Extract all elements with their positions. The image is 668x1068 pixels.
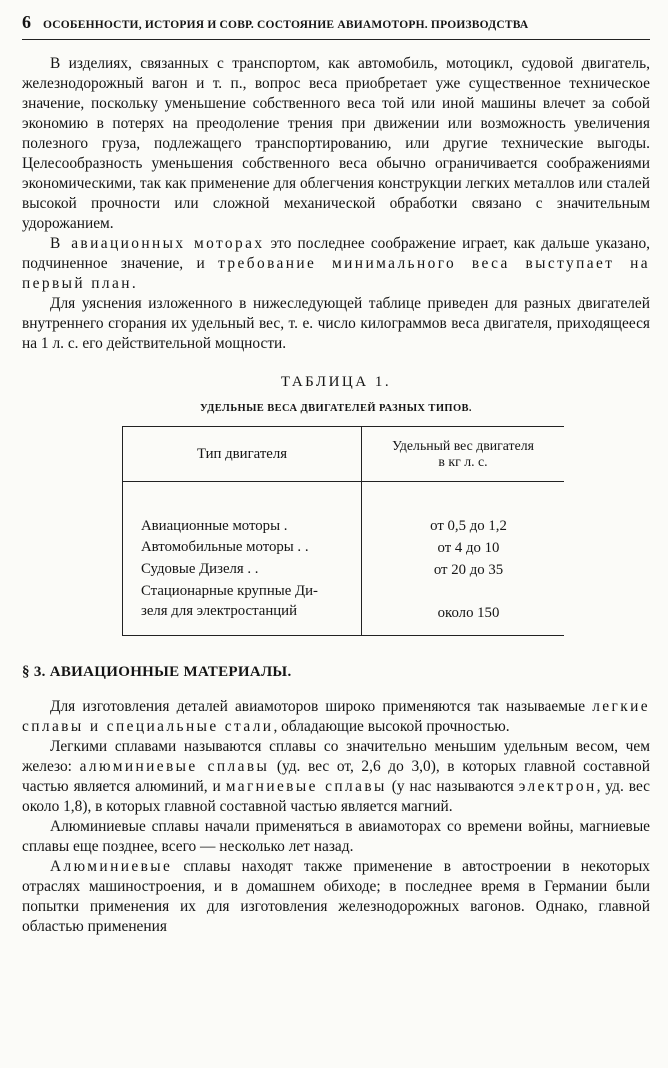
column-header-weight-line1: Удельный вес двигателя	[392, 438, 534, 453]
weight-value-cell: от 20 до 35	[433, 562, 504, 578]
running-header	[22, 12, 650, 40]
paragraph-7	[22, 857, 650, 937]
spaced-phrase-aluminium-alloys: алюминиевые сплавы	[79, 758, 270, 775]
table-row	[123, 581, 565, 636]
weight-value-cell: около 150	[362, 581, 565, 636]
paragraph-5-text-3: (у нас называются	[386, 778, 519, 795]
table-subtitle: УДЕЛЬНЫЕ ВЕСА ДВИГАТЕЛЕЙ РАЗНЫХ ТИПОВ.	[200, 403, 472, 414]
spaced-phrase-magnesium-alloys: магниевые сплавы	[225, 778, 387, 795]
paragraph-5-text-2: (уд. вес от, 2,6 до 3,0), в которых главной составной частью является алюминий, и	[22, 758, 650, 795]
paragraph-4	[22, 697, 650, 737]
paragraph-5-text: Легкими сплавами называются сплавы со значительно меньшим удельным весом, чем железо:	[22, 738, 650, 775]
table-row	[123, 537, 565, 559]
spaced-word-electron: электрон	[518, 778, 597, 795]
paragraph-4-tail: , обладающие высокой прочностью.	[273, 718, 510, 735]
engine-type-line2: зеля для электростанций	[141, 603, 298, 619]
column-header-weight	[362, 427, 565, 482]
spaced-phrase-light-alloys: легкие сплавы и специальные стали	[22, 698, 650, 735]
spaced-word-aluminium: Алюминиевые	[50, 858, 173, 875]
paragraph-4-text: Для изготовления деталей авиамоторов широко применяются так называемые	[50, 698, 593, 715]
weight-value-cell: от 4 до 10	[437, 540, 500, 556]
running-title: ОСОБЕННОСТИ, ИСТОРИЯ И СОВР. СОСТОЯНИЕ АВИАМОТОРН. ПРОИЗВОДСТВА	[43, 19, 529, 31]
page-number: 6	[22, 12, 31, 32]
table-row	[123, 559, 565, 581]
table-header-row	[123, 427, 565, 482]
section-heading: § 3. АВИАЦИОННЫЕ МАТЕРИАЛЫ.	[22, 664, 292, 680]
spaced-phrase-min-weight: требование минимального веса выступает на первый план.	[22, 255, 650, 292]
engine-type-cell: Автомобильные моторы . .	[123, 537, 362, 559]
engine-type-cell: Судовые Дизеля . .	[123, 559, 362, 581]
table-row	[123, 482, 565, 538]
spaced-phrase-aviation-motors: В авиационных моторах	[50, 235, 265, 252]
paragraph-6: Алюминиевые сплавы начали применяться в авиамоторах со времени войны, магниевые сплавы еще позднее, всего — несколько лет назад.	[22, 818, 650, 855]
paragraph-2	[22, 234, 650, 294]
engine-type-cell: Авиационные моторы .	[123, 482, 362, 538]
paragraph-7-text: сплавы находят также применение в автостроении в некоторых отраслях машиностроения, и в домашнем обиходе; в последнее время в Германии были попытки применения их для изготовления железнодорожных вагонов. Однако, главной областью применения	[22, 858, 650, 935]
engine-type-cell	[123, 581, 362, 636]
paragraph-2-text: это последнее соображение играет, как дальше указано, подчиненное значение, и	[22, 235, 650, 272]
table-title: ТАБЛИЦА 1.	[280, 374, 392, 390]
paragraph-5-tail: , уд. вес около 1,8), в которых главной составной частью является магний.	[22, 778, 650, 815]
paragraph-3: Для уяснения изложенного в нижеследующей таблице приведен для разных двигателей внутреннего сгорания их удельный вес, т. е. число килограммов веса двигателя, приходящееся на 1 л. с. его действительной мощности.	[22, 295, 650, 352]
specific-weight-table	[122, 426, 564, 636]
engine-type-line1: Стационарные крупные Ди-	[141, 583, 318, 599]
column-header-type: Тип двигателя	[123, 427, 362, 482]
paragraph-1: В изделиях, связанных с транспортом, как автомобиль, мотоцикл, судовой двигатель, железнодорожный вагон и т. п., вопрос веса приобретает уже существенное техническое значение, поскольку уменьшение собственного веса той или иной машины влечет за собой экономию в потерях на преодоление трения при движении или возможность увеличения полезного груза, подлежащего транспортированию, или другие технические выгоды. Целесообразность уменьшения собственного веса обычно ограничивается соображениями экономическими, так как применение для облегчения конструкции легких металлов или сталей высокой прочности или сложной механической обработки связано с значительным удорожанием.	[22, 55, 650, 232]
column-header-weight-line2: в кг л. с.	[438, 454, 488, 469]
weight-value-cell: от 0,5 до 1,2	[430, 518, 507, 534]
paragraph-5	[22, 737, 650, 817]
